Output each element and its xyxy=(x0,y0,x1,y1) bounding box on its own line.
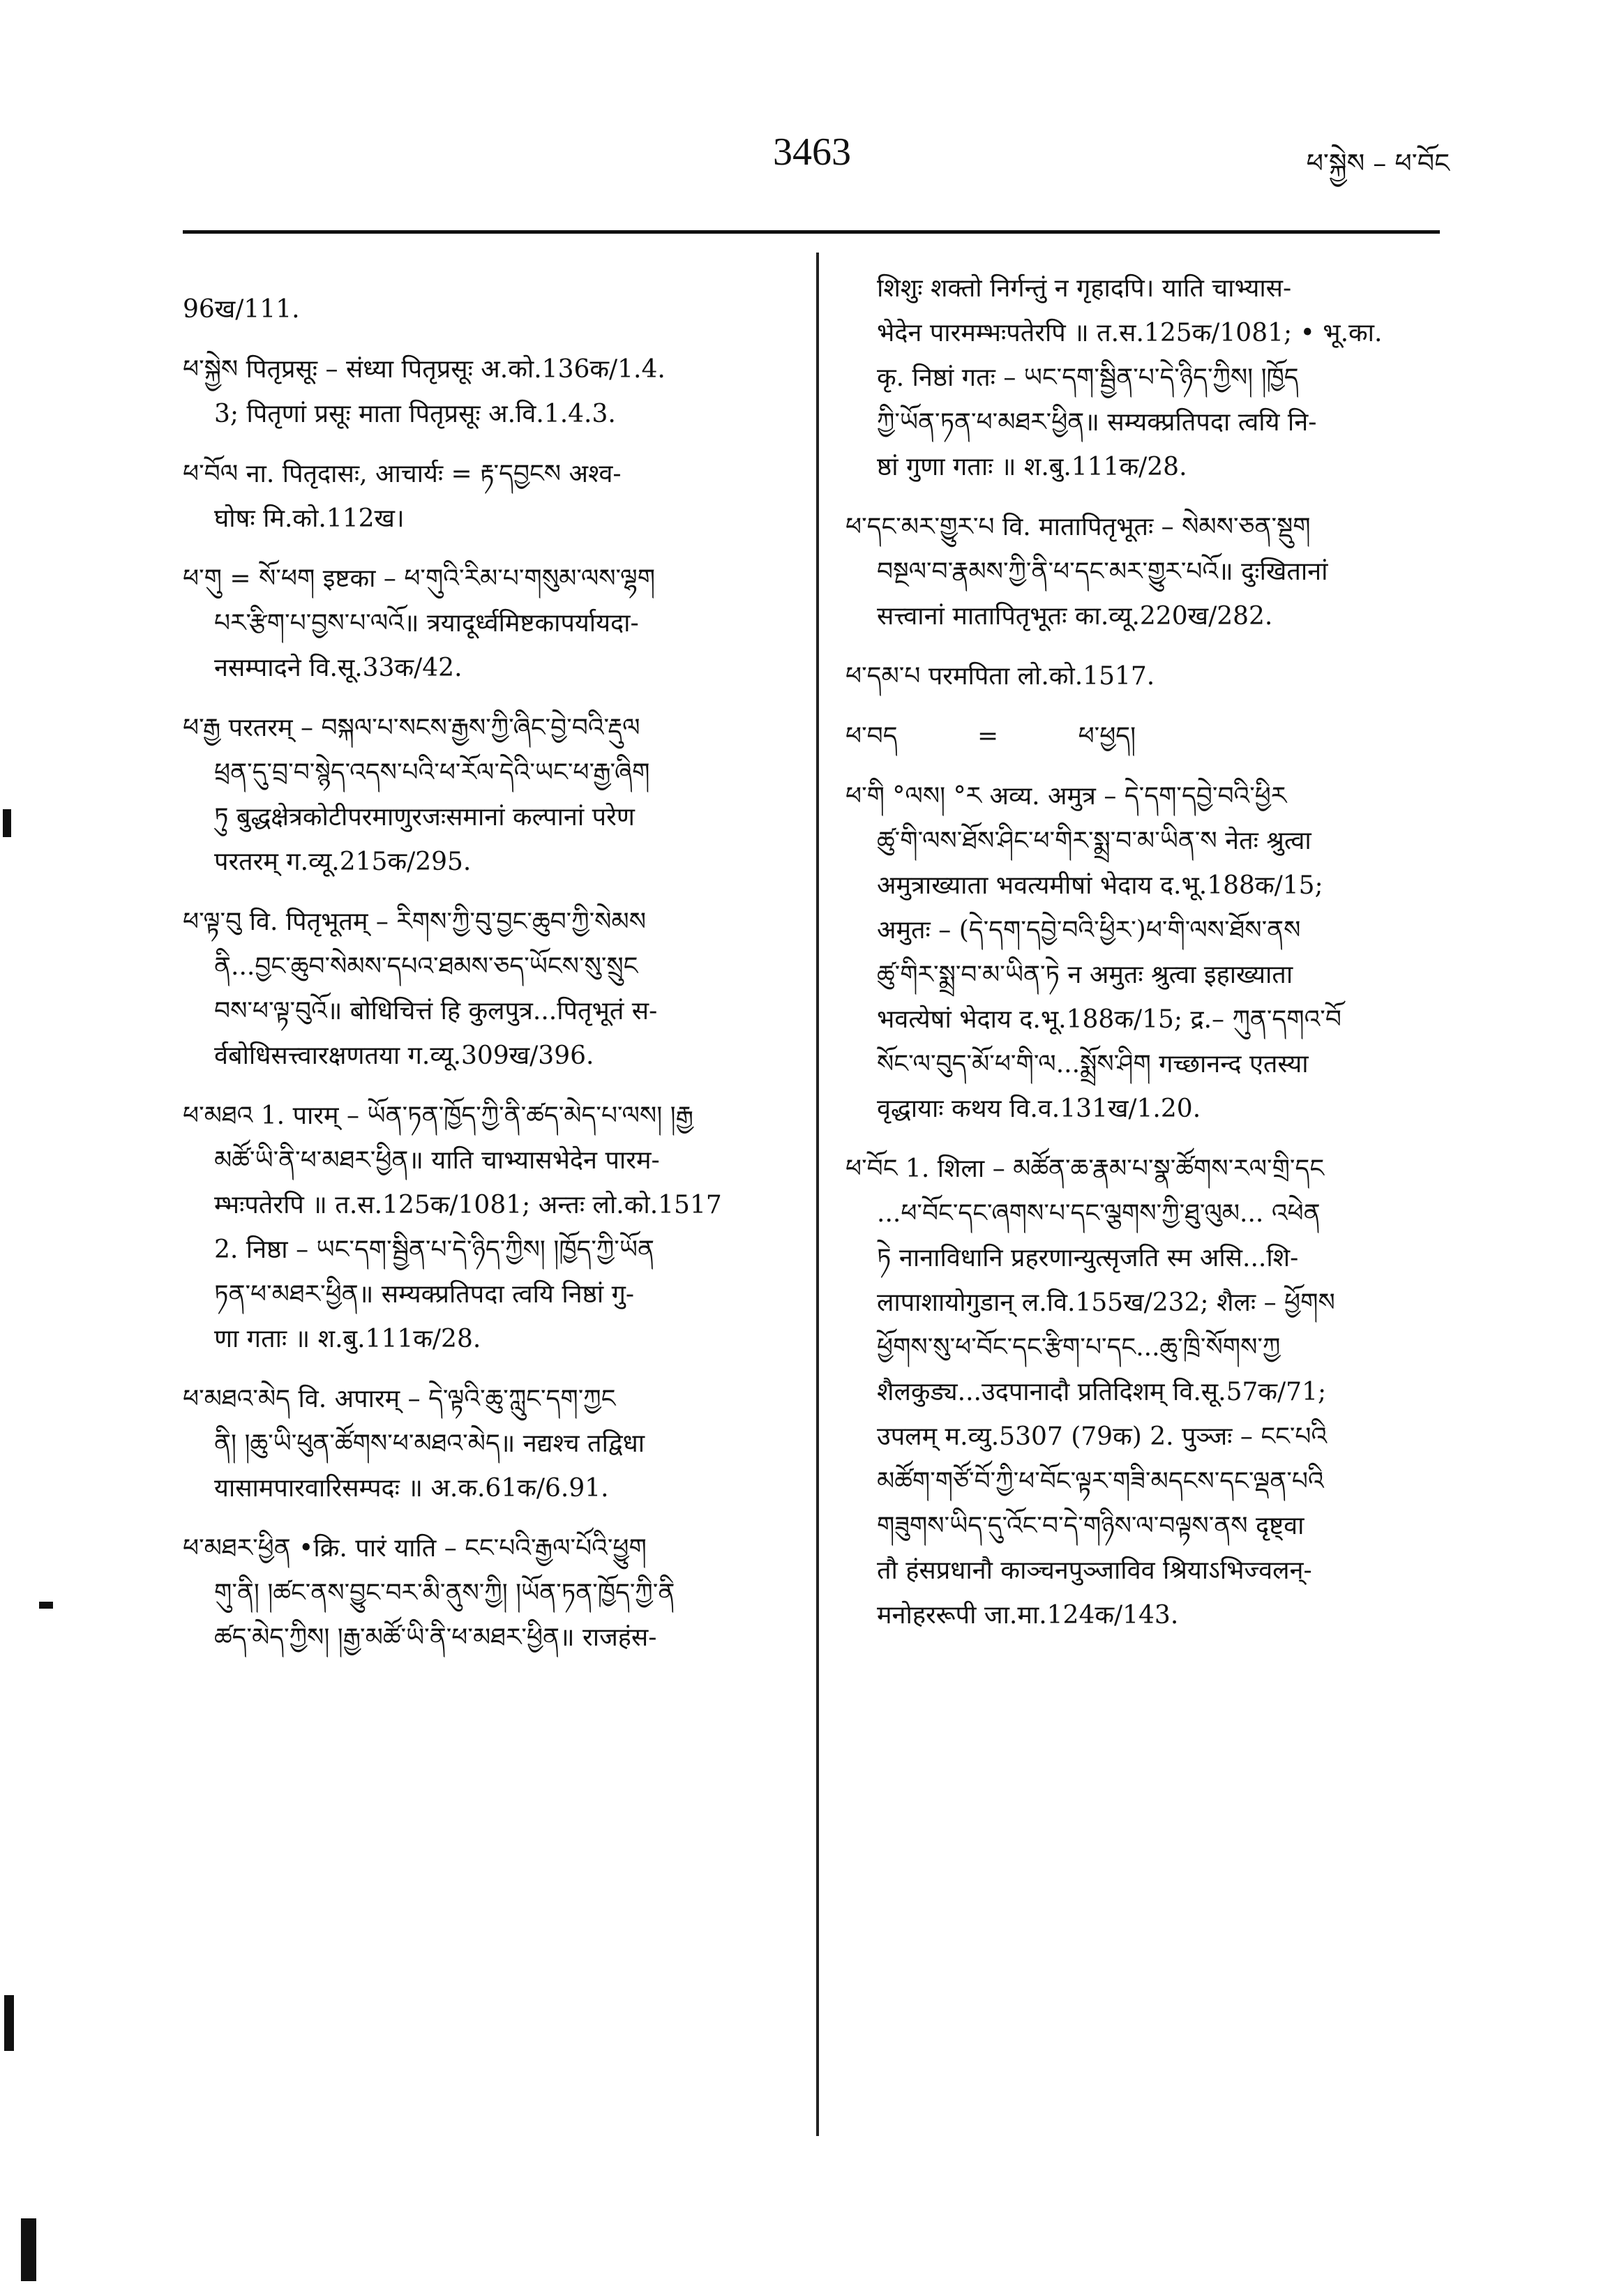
column-divider xyxy=(816,253,819,2136)
entry-line: མཚོག་གཙོ་བོ་ཀྱི་ཕ་བོང་ལྟར་གཟི་མདངས་དང་ལྡན་པའི xyxy=(877,1467,1324,1496)
entry xyxy=(183,347,797,437)
entry-line: ཚུ་གི་ལས་ཐོས་ཤིང་ཕ་གིར་སྨྲ་བ་མ་ཡིན་ས नेतः श्रुत्वा xyxy=(877,827,1311,855)
entry-line: भेदेन पारमम्भःपतेरपि ॥ त.स.125क/1081; • भू.का. xyxy=(877,319,1383,347)
entry-line: लापाशायोगुडान् ल.वि.155ख/232; शैलः – ཕྱོགས xyxy=(877,1288,1335,1317)
margin-mark xyxy=(39,1602,53,1609)
right-column xyxy=(845,266,1440,1638)
left-column xyxy=(183,287,797,1660)
entry-line: ཕྲན་དུ་བྲ་བ་སྙེད་འདས་པའི་ཕ་རོལ་དེའི་ཡང་ཕ་རྒྱ་ཞིག xyxy=(214,758,650,787)
entry-line: ཚད་མེད་ཀྱིས། །རྒྱ་མཚོ་ཡི་ནི་ཕ་མཐར་ཕྱིན॥ राजहंस- xyxy=(214,1623,657,1652)
entry-line: ཕ་མཐའ 1. पारम् – ཡོན་ཏན་ཁྱོད་ཀྱི་ནི་ཚད་མེད་པ་ལས། །རྒྱ xyxy=(183,1102,694,1130)
entry xyxy=(845,505,1440,639)
entry-line: शैलकुड्य...उदपानादौ प्रतिदिशम् वि.सू.57क/71; xyxy=(877,1378,1327,1406)
entry-line: ཕ་བད = ཕ་ཕྱད། xyxy=(845,722,1136,751)
entry-line: ནི...བྱང་ཆུབ་སེམས་དཔའ་ཐམས་ཅད་ཡོངས་སུ་སྲུང xyxy=(214,952,638,981)
entry-line: གཟུགས་ཡིད་དུ་འོང་བ་དེ་གཉིས་ལ་བལྟས་ནས दृष्ट्वा xyxy=(877,1512,1305,1540)
entry-line: བསྔལ་བ་རྣམས་ཀྱི་ནི་ཕ་དང་མར་གྱུར་པའོ॥ दुःखितानां xyxy=(877,557,1328,586)
entry xyxy=(845,714,1440,759)
entry-line: ཕ་གུ = སོ་ཕག इष्टका – ཕ་གུའི་རིམ་པ་གསུམ་ལས་ལྷག xyxy=(183,564,656,593)
margin-mark xyxy=(4,1995,14,2051)
entry-line: ཕ་རྒྱ परतरम् – བསྐལ་པ་སངས་རྒྱས་ཀྱི་ཞིང་བྱེ་བའི་རྡུལ xyxy=(183,714,640,742)
entry-line: अमुतः – (དེ་དག་དབྱེ་བའི་ཕྱིར་)ཕ་གི་ལས་ཐོས་ནས xyxy=(877,916,1301,945)
entry-line: ष्ठां गुणा गताः ॥ श.बु.111क/28. xyxy=(877,453,1187,481)
entry-line: र्वबोधिसत्त्वारक्षणतया ग.व्यू.309ख/396. xyxy=(214,1042,594,1070)
entry-line: བས་ཕ་ལྟ་བུའོ॥ बोधिचित्तं हि कुलपुत्र...पितृभूतं स- xyxy=(214,997,658,1025)
entry xyxy=(183,1094,797,1362)
running-head: ཕ་སྐྱེས – ཕ་བོང xyxy=(1306,148,1450,179)
entry xyxy=(183,1526,797,1660)
entry-line: मनोहररूपी जा.मा.124क/143. xyxy=(877,1601,1179,1630)
entry-line: ཕ་དམ་པ परमपिता लो.को.1517. xyxy=(845,662,1155,691)
margin-mark xyxy=(21,2218,36,2281)
entry xyxy=(183,706,797,885)
entry-line: णा गताः ॥ श.बु.111क/28. xyxy=(214,1325,481,1353)
entry xyxy=(183,557,797,691)
entry-line: भवत्येषां भेदाय द.भू.188क/15; द्र.– ཀུན་དགའ་བོ xyxy=(877,1005,1341,1034)
entry xyxy=(845,266,1440,490)
entry-line: གུ་ནི། །ཚང་ནས་བྱུང་བར་མི་ནུས་ཀྱི། །ཡོན་ཏན་ཁྱོད་ཀྱི་ནི xyxy=(214,1579,675,1607)
entry-line: तौ हंसप्रधानौ काञ्चनपुञ्जाविव श्रियाऽभिज्वलन्- xyxy=(877,1556,1312,1585)
entry-line: यासामपारवारिसम्पदः ॥ अ.क.61क/6.91. xyxy=(214,1474,609,1503)
entry-line: ཕ་སྐྱེས पितृप्रसूः – संध्या पितृप्रसूः अ.को.136क/1.4. xyxy=(183,355,666,384)
entry-line: अमुत्राख्याता भवत्यमीषां भेदाय द.भू.188क/15; xyxy=(877,871,1323,900)
entry-line: 3; पितृणां प्रसूः माता पितृप्रसूः अ.वि.1.4.3. xyxy=(214,400,616,428)
entry-line: ཕ་བོང 1. शिला – མཚོན་ཆ་རྣམ་པ་སྣ་ཚོགས་རལ་གྲི་དང xyxy=(845,1155,1325,1183)
entry-line: ཀྱི་ཡོན་ཏན་ཕ་མཐར་ཕྱིན॥ सम्यक्प्रतिपदा त्वयि नि- xyxy=(877,408,1317,437)
entry xyxy=(845,654,1440,699)
entry xyxy=(183,900,797,1078)
entry-line: ཕ་གི °ལས། °ར अव्य. अमुत्र – དེ་དག་དབྱེ་བའི་ཕྱིར xyxy=(845,782,1287,811)
entry-line: ནི། །ཆུ་ཡི་ཕུན་ཚོགས་ཕ་མཐའ་མེད॥ नद्यश्च तद्विधा xyxy=(214,1429,645,1458)
entry-line: ...ཕ་བོང་དང་ཞགས་པ་དང་ལྕགས་ཀྱི་ཐུ་ལུམ... འཕེན xyxy=(877,1199,1321,1228)
entry-line: ཕ་དང་མར་གྱུར་པ वि. मातापितृभूतः – སེམས་ཅན་སྡུག xyxy=(845,513,1311,541)
header-rule xyxy=(183,230,1440,234)
entry-line: ཏེ नानाविधानि प्रहरणान्युत्सृजति स्म असि...शि- xyxy=(877,1244,1299,1272)
entry-line: ཏན་ཕ་མཐར་ཕྱིན॥ सम्यक्प्रतिपदा त्वयि निष्ठां गु- xyxy=(214,1280,635,1309)
entry-line: कृ. निष्ठां गतः – ཡང་དག་སྦྱིན་པ་དེ་ཉིད་ཀྱིས། །ཁྱོད xyxy=(877,363,1299,392)
entry-line: ཏུ बुद्धक्षेत्रकोटीपरमाणुरजःसमानां कल्पानां परेण xyxy=(214,803,635,832)
entry xyxy=(183,287,797,332)
entry-line: མཚོ་ཡི་ནི་ཕ་མཐར་ཕྱིན॥ याति चाभ्यासभेदेन पारम- xyxy=(214,1146,660,1175)
entry-line: सत्त्वानां मातापितृभूतः का.व्यू.220ख/282. xyxy=(877,602,1273,631)
entry-line: घोषः मि.को.112ख। xyxy=(214,504,405,533)
entry-line: སོང་ལ་བུད་མོ་ཕ་གི་ལ...སྨྲོས་ཤིག गच्छानन्द एतस्या xyxy=(877,1050,1309,1078)
entry-line: उपलम् म.व्यु.5307 (79क) 2. पुञ्जः – ངང་པའི xyxy=(877,1422,1328,1451)
entry-line: ཕ་མཐར་ཕྱིན •क्रि. पारं याति – ངང་པའི་རྒྱལ་པོའི་ཕྱུག xyxy=(183,1534,647,1563)
entry-line: वृद्धायाः कथय वि.व.131ख/1.20. xyxy=(877,1095,1201,1123)
entry-line: शिशुः शक्तो निर्गन्तुं न गृहादपि। याति चाभ्यास- xyxy=(877,274,1292,303)
entry-line: 2. निष्ठा – ཡང་དག་སྦྱིན་པ་དེ་ཉིད་ཀྱིས། །ཁྱོད་ཀྱི་ཡོན xyxy=(214,1235,654,1264)
entry-line: ཚུ་གིར་སྨྲ་བ་མ་ཡིན་ཏེ न अमुतः श्रुत्वा इहाख्याता xyxy=(877,961,1293,989)
margin-mark xyxy=(3,809,11,837)
entry xyxy=(183,452,797,541)
entry-line: ཕ་བོལ ना. पितृदासः, आचार्यः = རྟ་དབྱངས अश्व- xyxy=(183,460,622,488)
entry-line: नसम्पादने वि.सू.33क/42. xyxy=(214,654,463,682)
page-number: 3463 xyxy=(773,130,851,174)
entry-line: ཕྱོགས་སུ་ཕ་བོང་དང་རྩིག་པ་དང...ཆུ་ཁྲི་སོགས་ཀྱ xyxy=(877,1333,1281,1362)
entry-line: ཕ་ལྟ་བུ वि. पितृभूतम् – རིགས་ཀྱི་བུ་བྱང་ཆུབ་ཀྱི་སེམས xyxy=(183,908,646,936)
entry-line: 96ख/111. xyxy=(183,295,300,324)
entry-line: म्भःपतेरपि ॥ त.स.125क/1081; अन्तः लो.को.1517 xyxy=(214,1191,722,1219)
entry-line: परतरम् ग.व्यू.215क/295. xyxy=(214,848,472,876)
entry xyxy=(845,774,1440,1132)
entry xyxy=(845,1147,1440,1638)
entry-line: པར་རྩིག་པ་བྱས་པ་ལའོ॥ त्रयादूर्ध्वमिष्टकापर्यायदा- xyxy=(214,609,639,638)
entry xyxy=(183,1377,797,1511)
entry-line: ཕ་མཐའ་མེད वि. अपारम् – དེ་ལྟའི་ཆུ་ཀླུང་དག་ཀྱང xyxy=(183,1385,616,1413)
